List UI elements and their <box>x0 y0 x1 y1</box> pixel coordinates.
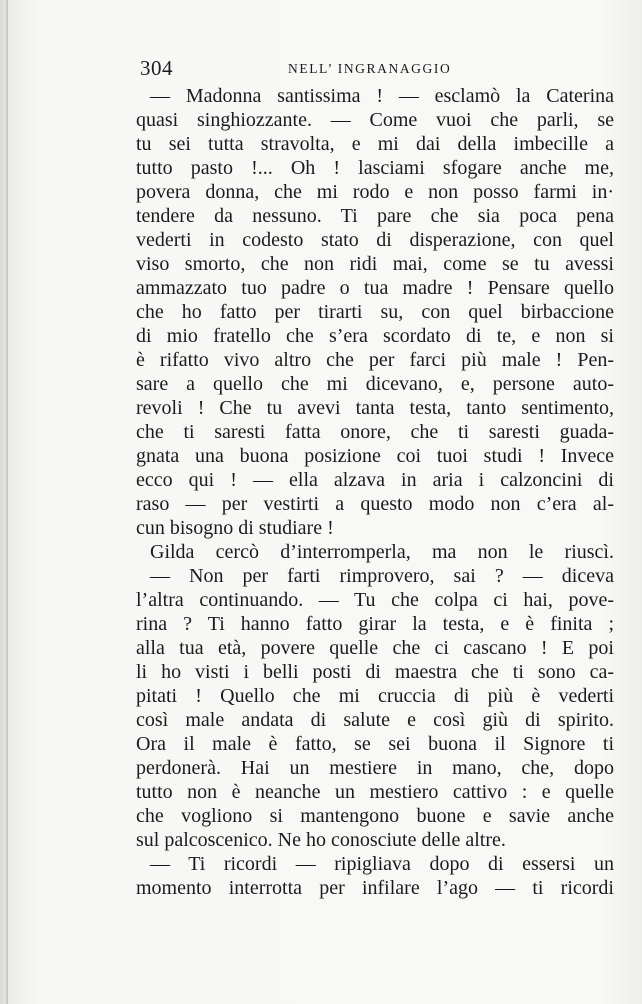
text-line: perdonerà. Hai un mestiere in mano, che, dopo <box>136 757 614 779</box>
text-line: raso — per vestirti a questo modo non c’era al- <box>136 493 614 515</box>
text-line: alla tua età, povere quelle che ci cascano ! E poi <box>136 637 614 659</box>
text-line: che ti saresti fatta onore, che ti saresti guada- <box>136 421 614 443</box>
text-line: vederti in codesto stato di disperazione, con quel <box>136 229 614 251</box>
text-line: rina ? Ti hanno fatto girar la testa, e è finita ; <box>136 613 614 635</box>
text-line: così male andata di salute e così giù di spirito. <box>136 709 614 731</box>
text-line: ammazzato tuo padre o tua madre ! Pensare quello <box>136 277 614 299</box>
body-text <box>136 84 614 900</box>
text-line: di mio fratello che s’era scordato di te, e non si <box>136 325 614 347</box>
text-line: quasi singhiozzante. — Come vuoi che parli, se <box>136 109 614 131</box>
text-line: ecco qui ! — ella alzava in aria i calzoncini di <box>136 469 614 491</box>
text-line: momento interrotta per infilare l’ago — ti ricordi <box>136 877 614 899</box>
text-line: sul palcoscenico. Ne ho conosciute delle altre. <box>136 829 506 851</box>
text-line: Ora il male è fatto, se sei buona il Signore ti <box>136 733 614 755</box>
running-title: NELL’ INGRANAGGIO <box>288 61 452 76</box>
text-line: gnata una buona posizione coi tuoi studi ! Invece <box>136 445 614 467</box>
text-line: li ho visti i belli posti di maestra che ti sono ca- <box>136 661 614 683</box>
text-line: — Ti ricordi — ripigliava dopo di essersi un <box>150 853 614 875</box>
text-line: tu sei tutta stravolta, e mi dai della imbecille a <box>136 133 614 155</box>
text-line: è rifatto vivo altro che per farci più male ! Pen- <box>136 349 614 371</box>
text-line: povera donna, che mi rodo e non posso farmi in· <box>136 181 614 203</box>
page-header <box>140 56 610 82</box>
text-line: sare a quello che mi dicevano, e, persone auto- <box>136 373 614 395</box>
text-line: revoli ! Che tu avevi tanta testa, tanto sentimento, <box>136 397 614 419</box>
text-line: — Non per farti rimprovero, sai ? — diceva <box>150 565 614 587</box>
page-number: 304 <box>140 56 173 80</box>
text-line: pitati ! Quello che mi cruccia di più è vederti <box>136 685 614 707</box>
text-line: tendere da nessuno. Ti pare che sia poca pena <box>136 205 614 227</box>
text-line: tutto non è neanche un mestiero cattivo : e quelle <box>136 781 614 803</box>
text-line: cun bisogno di studiare ! <box>136 517 334 539</box>
text-line: tutto pasto !... Oh ! lasciami sfogare anche me, <box>136 157 614 179</box>
text-line: viso smorto, che non ridi mai, come se tu avessi <box>136 253 614 275</box>
text-line: l’altra continuando. — Tu che colpa ci hai, pove- <box>136 589 614 611</box>
text-line: che vogliono si mantengono buone e savie anche <box>136 805 614 827</box>
page-gutter <box>6 0 8 1004</box>
text-line: — Madonna santissima ! — esclamò la Caterina <box>150 85 614 107</box>
text-line: Gilda cercò d’interromperla, ma non le riuscì. <box>150 541 614 563</box>
text-line: che ho fatto per tirarti su, con quel birbaccione <box>136 301 614 323</box>
